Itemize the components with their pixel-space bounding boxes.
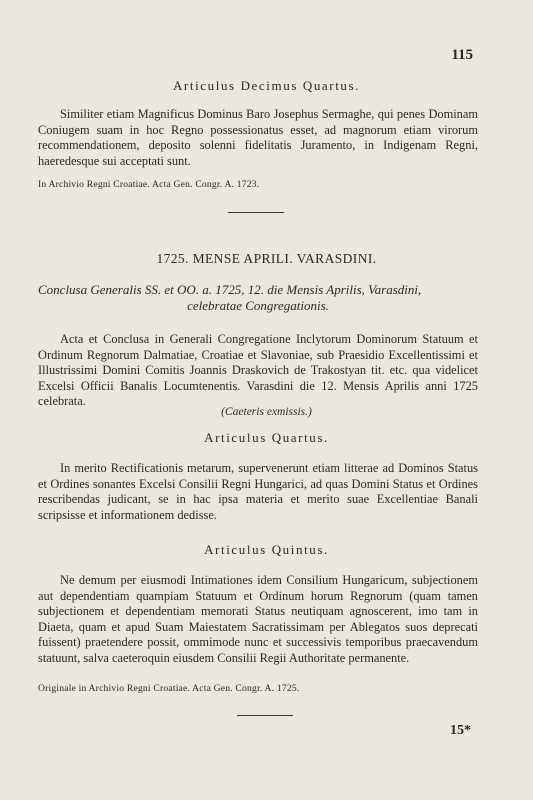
article-5-heading: Articulus Quintus. — [204, 542, 329, 557]
article-14-body: Similiter etiam Magnificus Dominus Baro Josephus Sermaghe, qui penes Dominam Coniugem suam in hoc Regno possessionatus esset, ad magnorum etiam virorum recommendationem, deposito solenni fidelitatis Juramento, in Indigenam Regni, haeredesque sui acceptati sunt. — [38, 107, 478, 168]
article-4-heading: Articulus Quartus. — [204, 430, 329, 445]
session-title-line-1: Conclusa Generalis SS. et OO. a. 1725, 12. die Mensis Aprilis, Varasdini, — [38, 282, 422, 297]
page-number: 115 — [451, 47, 473, 63]
session-title — [38, 282, 478, 314]
session-date-heading: 1725. MENSE APRILI. VARASDINI. — [156, 251, 377, 266]
session-title-line-2: celebratae Congregationis. — [187, 298, 329, 313]
session-intro: Acta et Conclusa in Generali Congregatione Inclytorum Dominorum Statuum et Ordinum Regnorum Dalmatiae, Croatiae et Slavoniae, sub Praesidio Excellentissimi et Illustrissimi Domini Comitis Joannis Draskovich de Trakostyan tit. etc. qua videlicet Excelsi Officii Banalis Locumtenentis. Varasdini die 12. Mensis Aprilis anni 1725 celebrata. — [38, 332, 478, 408]
section-divider — [228, 212, 284, 213]
article-14-heading: Articulus Decimus Quartus. — [172, 78, 361, 93]
article-4-body: In merito Rectificationis metarum, supervenerunt etiam litterae ad Dominos Status et Ordines sonantes Excelsi Consilii Regni Hungarici, ad quas Domini Status et Ordines rescribendas judicant, se in hac ipsa materia et merito suae Excellentiae Banali scripsisse et informationem dedisse. — [38, 461, 478, 522]
article-14-source-note: In Archivio Regni Croatiae. Acta Gen. Congr. A. 1723. — [38, 179, 260, 190]
article-5-body: Ne demum per eiusmodi Intimationes idem Consilium Hungaricum, subjectionem aut dependentiam quampiam Statuum et Ordinum horum Regnorum (quam tamen subjectionem et dependentiam memorati Status neutiquam agnoscerent, imo tam in Diaeta, quam et apud Suam Maiestatem Sacratissimam per Ablegatos suos deprecati fuissent) praetendere possit, ommimode nunc et successivis temporibus praecavendum statuunt, salva caeteroquin eiusdem Consilii Regii Authoritate permanente. — [38, 573, 478, 665]
signature-mark: 15* — [450, 723, 471, 738]
article-5-source-note: Originale in Archivio Regni Croatiae. Acta Gen. Congr. A. 1725. — [38, 683, 300, 694]
omitted-note: (Caeteris exmissis.) — [221, 406, 312, 418]
end-divider — [237, 715, 293, 716]
